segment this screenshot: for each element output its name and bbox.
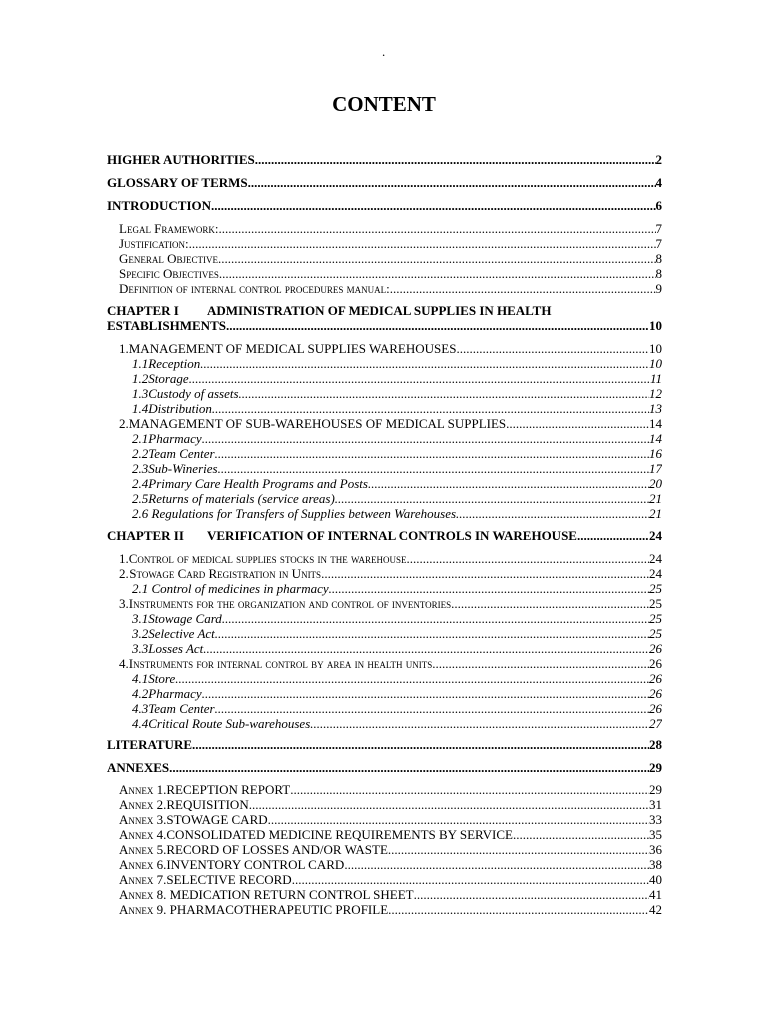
toc-entry-annex-5[interactable]: Annex 5. RECORD OF LOSSES AND/OR WASTE ..... 36 (119, 842, 662, 858)
toc-entry-c2-4-3[interactable]: 4.3 Team Center ..... 26 (132, 701, 662, 717)
toc-entry-annex-1[interactable]: Annex 1. RECEPTION REPORT ..... 29 (119, 782, 662, 798)
toc-entry-2-1[interactable]: 2.1 Pharmacy ..... 14 (132, 431, 662, 447)
toc-entry-2-4[interactable]: 2.4 Primary Care Health Programs and Posts ..... 20 (132, 476, 662, 492)
toc-entry-chapter-2[interactable]: CHAPTER II VERIFICATION OF INTERNAL CONTROLS IN WAREHOUSE ..... 24 (107, 528, 662, 544)
toc-entry-1-1[interactable]: 1.1 Reception ..... 10 (132, 356, 662, 372)
toc-entry-higher-authorities[interactable]: HIGHER AUTHORITIES ..... 2 (107, 152, 662, 168)
toc-entry-c2-1[interactable]: 1. Control of medical supplies stocks in the warehouse ..... 24 (119, 551, 662, 567)
toc-entry-c2-4-2[interactable]: 4.2 Pharmacy ..... 26 (132, 686, 662, 702)
toc-entry-c2-4[interactable]: 4. Instruments for internal control by area in health units ..... 26 (119, 656, 662, 672)
toc-entry-1[interactable]: 1. MANAGEMENT OF MEDICAL SUPPLIES WAREHOUSES ..... 10 (119, 341, 662, 357)
toc-entry-1-4[interactable]: 1.4 Distribution ..... 13 (132, 401, 662, 417)
toc-entry-literature[interactable]: LITERATURE ..... 28 (107, 737, 662, 753)
toc-entry-2-2[interactable]: 2.2 Team Center ..... 16 (132, 446, 662, 462)
toc-entry-1-3[interactable]: 1.3 Custody of assets ..... 12 (132, 386, 662, 402)
toc-entry-legal-framework[interactable]: Legal Framework: ..... 7 (119, 221, 662, 237)
toc-entry-1-2[interactable]: 1.2 Storage ..... 11 (132, 371, 662, 387)
toc-entry-justification[interactable]: Justification: ..... 7 (119, 236, 662, 252)
toc-entry-annexes[interactable]: ANNEXES ..... 29 (107, 760, 662, 776)
toc-entry-specific-objectives[interactable]: Specific Objectives ..... 8 (119, 266, 662, 282)
toc-entry-c2-4-1[interactable]: 4.1 Store ..... 26 (132, 671, 662, 687)
toc-entry-c2-3-2[interactable]: 3.2 Selective Act ..... 25 (132, 626, 662, 642)
toc-entry-annex-9[interactable]: Annex 9. PHARMACOTHERAPEUTIC PROFILE ..... 42 (119, 902, 662, 918)
chapter-1-label: CHAPTER I (107, 303, 179, 318)
toc-entry-2-6[interactable]: 2.6 Regulations for Transfers of Supplies between Warehouses ..... 21 (132, 506, 662, 522)
toc-entry-c2-3-3[interactable]: 3.3 Losses Act ..... 26 (132, 641, 662, 657)
toc-entry-c2-3[interactable]: 3. Instruments for the organization and control of inventories ..... 25 (119, 596, 662, 612)
chapter-1-title: ADMINISTRATION OF MEDICAL SUPPLIES IN HEALTH (207, 303, 552, 318)
header-dot: . (382, 44, 386, 59)
toc-entry-annex-6[interactable]: Annex 6. INVENTORY CONTROL CARD ..... 38 (119, 857, 662, 873)
toc-entry-annex-8[interactable]: Annex 8. MEDICATION RETURN CONTROL SHEET ..... 41 (119, 887, 662, 903)
toc-entry-2-3[interactable]: 2.3 Sub-Wineries ..... 17 (132, 461, 662, 477)
toc-entry-annex-3[interactable]: Annex 3. STOWAGE CARD ..... 33 (119, 812, 662, 828)
toc-entry-general-objective[interactable]: General Objective ..... 8 (119, 251, 662, 267)
toc-entry-annex-2[interactable]: Annex 2. REQUISITION ..... 31 (119, 797, 662, 813)
toc-entry-glossary[interactable]: GLOSSARY OF TERMS ..... 4 (107, 175, 662, 191)
toc-entry-annex-7[interactable]: Annex 7. SELECTIVE RECORD ..... 40 (119, 872, 662, 888)
chapter-2-label: CHAPTER II (107, 528, 184, 543)
toc-entry-definition-manual[interactable]: Definition of internal control procedures manual: ..... 9 (119, 281, 662, 297)
chapter-2-title: VERIFICATION OF INTERNAL CONTROLS IN WAREHOUSE (207, 528, 577, 543)
toc-entry-c2-2-1[interactable]: 2.1 Control of medicines in pharmacy ..... 25 (132, 581, 662, 597)
toc-entry-introduction[interactable]: INTRODUCTION ..... 6 (107, 198, 662, 214)
toc-entry-annex-4[interactable]: Annex 4. CONSOLIDATED MEDICINE REQUIREMENTS BY SERVICE ..... 35 (119, 827, 662, 843)
toc-entry-c2-2[interactable]: 2. Stowage Card Registration in Units ..... 24 (119, 566, 662, 582)
toc-entry-2-5[interactable]: 2.5 Returns of materials (service areas) ..... 21 (132, 491, 662, 507)
toc-entry-c2-3-1[interactable]: 3.1 Stowage Card ..... 25 (132, 611, 662, 627)
page-title: CONTENT (332, 92, 436, 116)
toc-entry-c2-4-4[interactable]: 4.4 Critical Route Sub-warehouses ..... 27 (132, 716, 662, 732)
toc-entry-chapter-1[interactable]: ESTABLISHMENTS ..... 10 (107, 318, 662, 334)
toc-entry-2[interactable]: 2. MANAGEMENT OF SUB-WAREHOUSES OF MEDICAL SUPPLIES ..... 14 (119, 416, 662, 432)
